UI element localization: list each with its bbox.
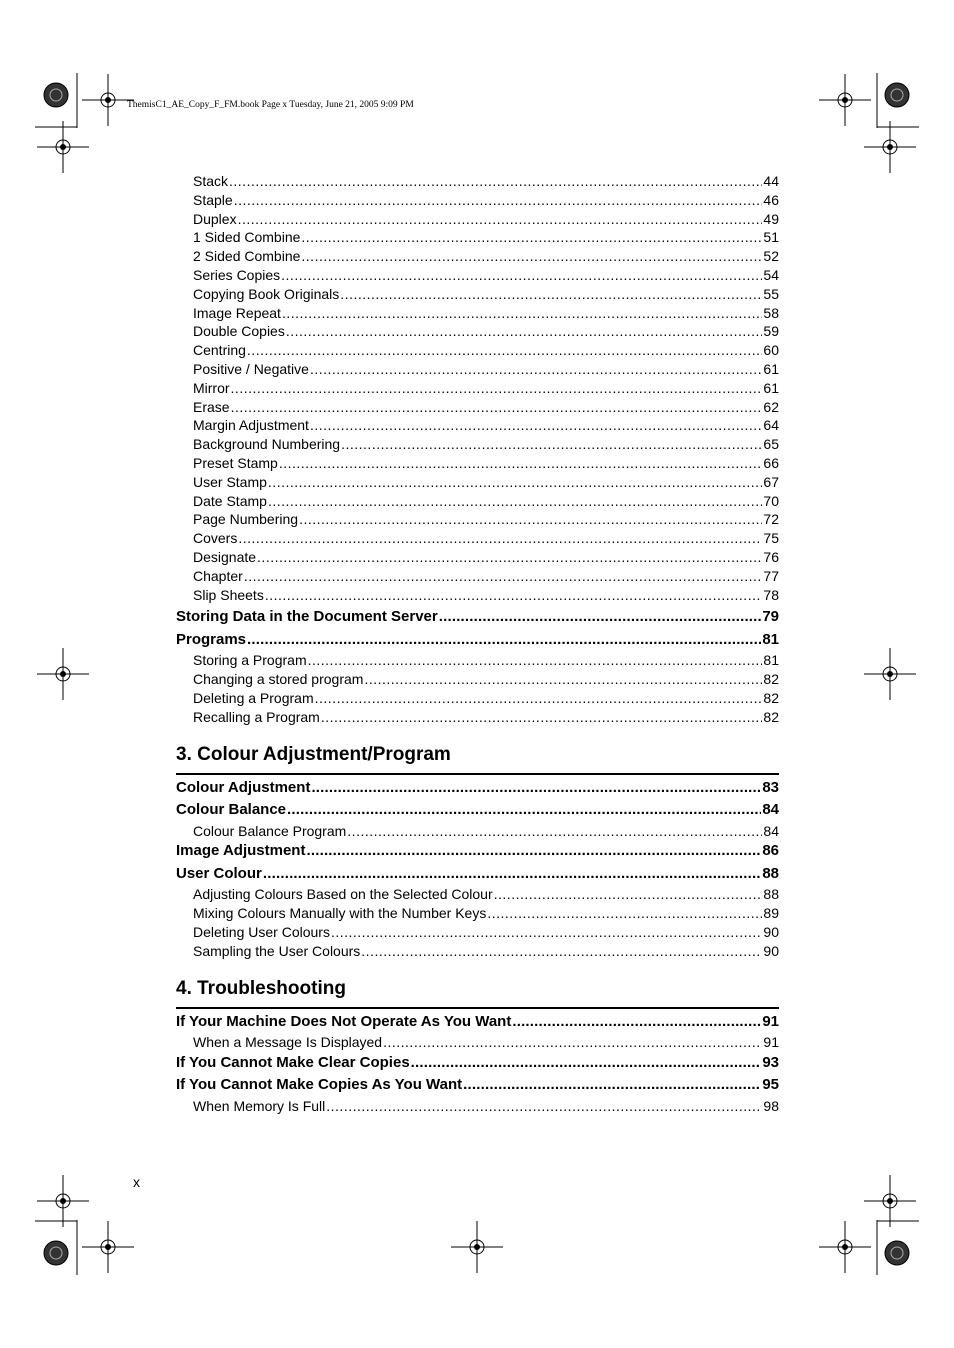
toc-entry[interactable]	[176, 1033, 779, 1052]
toc-entry-page: 44	[763, 173, 779, 189]
toc-entry[interactable]	[176, 548, 779, 567]
toc-entry-title: Staple	[193, 191, 233, 208]
toc-entry-title: Page Numbering	[193, 511, 299, 528]
toc-entry[interactable]	[176, 904, 779, 923]
toc-entry-page: 61	[763, 379, 779, 396]
toc-entry[interactable]	[176, 341, 779, 360]
toc-entry[interactable]	[176, 863, 779, 886]
toc-entry-title: Storing Data in the Document Server	[176, 608, 438, 626]
toc-dot-leader	[299, 510, 762, 529]
toc-entry[interactable]	[176, 567, 779, 586]
toc-dot-leader	[287, 799, 761, 822]
toc-entry[interactable]	[176, 840, 779, 863]
toc-entry-title: Colour Balance	[176, 801, 287, 819]
toc-entry[interactable]	[176, 885, 779, 904]
toc-dot-leader	[263, 863, 761, 886]
toc-dot-leader	[265, 586, 763, 605]
toc-dot-leader	[282, 304, 762, 323]
toc-entry-page: 49	[763, 210, 779, 227]
toc-dot-leader	[231, 398, 763, 417]
toc-entry-page: 64	[763, 417, 779, 434]
toc-entry-page: 82	[763, 689, 779, 706]
toc-entry-title: If Your Machine Does Not Operate As You Want	[176, 1012, 512, 1030]
toc-entry[interactable]	[176, 454, 779, 473]
toc-dot-leader	[306, 840, 761, 863]
toc-entry-page: 78	[763, 586, 779, 603]
toc-entry-page: 76	[763, 548, 779, 565]
toc-entry[interactable]	[176, 435, 779, 454]
chapter-3-rule	[176, 773, 779, 775]
toc-dot-leader	[439, 606, 762, 629]
toc-dot-leader	[308, 651, 763, 670]
toc-entry-title: When Memory Is Full	[193, 1097, 326, 1114]
toc-entry-page: 88	[763, 886, 779, 903]
toc-entry-page: 86	[762, 842, 779, 860]
toc-dot-leader	[257, 548, 762, 567]
toc-entry-title: Designate	[193, 548, 257, 565]
toc-entry-title: Recalling a Program	[193, 708, 320, 725]
toc-entry-page: 93	[762, 1053, 779, 1071]
toc-entry-title: 1 Sided Combine	[193, 229, 301, 246]
toc-dot-leader	[229, 172, 762, 191]
toc-entry-page: 61	[763, 360, 779, 377]
toc-entry-page: 59	[763, 323, 779, 340]
toc-entry-title: Centring	[193, 342, 246, 359]
toc-entry[interactable]	[176, 379, 779, 398]
toc-dot-leader	[310, 360, 762, 379]
toc-chapter-3-entries	[176, 777, 779, 961]
toc-entry-page: 83	[762, 778, 779, 796]
toc-entry-page: 58	[763, 304, 779, 321]
toc-entry-title: Programs	[176, 630, 247, 648]
toc-entry-page: 81	[763, 652, 779, 669]
table-of-contents	[176, 172, 779, 1116]
toc-entry-page: 84	[763, 822, 779, 839]
toc-entry-page: 91	[763, 1034, 779, 1050]
toc-entry-title: Changing a stored program	[193, 671, 364, 688]
toc-entry-page: 88	[762, 864, 779, 882]
toc-chapter-4-entries	[176, 1011, 779, 1116]
toc-entry-page: 46	[763, 191, 779, 208]
toc-dot-leader	[487, 904, 762, 923]
toc-entry-title: User Stamp	[193, 473, 267, 490]
toc-dot-leader	[311, 777, 761, 800]
toc-entry[interactable]	[176, 322, 779, 341]
toc-entry-title: Deleting User Colours	[193, 923, 330, 940]
toc-entry-title: Slip Sheets	[193, 586, 264, 603]
toc-entry[interactable]	[176, 304, 779, 323]
toc-entry[interactable]	[176, 1074, 779, 1097]
toc-entry-title: User Colour	[176, 864, 262, 882]
toc-entry-title: Stack	[193, 173, 229, 189]
toc-entry-title: Positive / Negative	[193, 360, 309, 377]
print-file-header: ThemisC1_AE_Copy_F_FM.book Page x Tuesday, June 21, 2005 9:09 PM	[127, 100, 414, 110]
toc-dot-leader	[463, 1074, 761, 1097]
toc-entry[interactable]	[176, 942, 779, 961]
toc-dot-leader	[347, 822, 762, 841]
toc-entry[interactable]	[176, 247, 779, 266]
toc-entry[interactable]	[176, 228, 779, 247]
toc-dot-leader	[326, 1097, 762, 1116]
toc-dot-leader	[341, 435, 762, 454]
toc-entry[interactable]	[176, 708, 779, 727]
toc-entry-page: 55	[763, 285, 779, 302]
chapter-4-rule	[176, 1007, 779, 1009]
toc-entry-page: 98	[763, 1097, 779, 1114]
toc-entry-page: 60	[763, 342, 779, 359]
toc-dot-leader	[268, 473, 763, 492]
toc-entry-title: Colour Balance Program	[193, 822, 347, 839]
toc-entry-page: 72	[763, 511, 779, 528]
toc-entry[interactable]	[176, 416, 779, 435]
toc-entry-title: Chapter	[193, 567, 243, 584]
toc-entry[interactable]	[176, 1011, 779, 1034]
toc-entry-title: Image Repeat	[193, 304, 281, 321]
toc-entry[interactable]	[176, 606, 779, 629]
toc-entry-page: 67	[763, 473, 779, 490]
toc-entry-page: 89	[763, 905, 779, 922]
toc-dot-leader	[238, 210, 763, 229]
toc-entry-page: 81	[762, 630, 779, 648]
toc-entry-title: If You Cannot Make Clear Copies	[176, 1053, 410, 1071]
toc-entry-title: Preset Stamp	[193, 454, 278, 471]
toc-entry[interactable]	[176, 923, 779, 942]
toc-entry[interactable]	[176, 285, 779, 304]
toc-entry-title: Mirror	[193, 379, 230, 396]
toc-entry-title: Duplex	[193, 210, 237, 227]
toc-entry-page: 77	[763, 567, 779, 584]
toc-entry-title: Image Adjustment	[176, 842, 306, 860]
toc-entry-page: 70	[763, 492, 779, 509]
toc-entry-page: 79	[762, 608, 779, 626]
toc-entry-page: 65	[763, 436, 779, 453]
toc-section-features	[176, 172, 779, 604]
toc-entry[interactable]	[176, 492, 779, 511]
toc-entry-title: When a Message Is Displayed	[193, 1034, 383, 1050]
toc-entry-page: 90	[763, 923, 779, 940]
toc-dot-leader	[364, 670, 762, 689]
toc-entry-page: 95	[762, 1076, 779, 1094]
toc-entry-title: Storing a Program	[193, 652, 307, 669]
chapter-4-heading: 4. Troubleshooting	[176, 977, 346, 999]
toc-entry[interactable]	[176, 822, 779, 841]
toc-entry[interactable]	[176, 266, 779, 285]
toc-entry-title: Double Copies	[193, 323, 285, 340]
toc-entry[interactable]	[176, 1052, 779, 1075]
toc-entry[interactable]	[176, 210, 779, 229]
toc-entry[interactable]	[176, 529, 779, 548]
toc-entry-page: 66	[763, 454, 779, 471]
toc-dot-leader	[231, 379, 763, 398]
toc-entry-page: 84	[762, 801, 779, 819]
toc-entry[interactable]	[176, 777, 779, 800]
toc-dot-leader	[361, 942, 762, 961]
toc-entry[interactable]	[176, 799, 779, 822]
toc-entry[interactable]	[176, 510, 779, 529]
toc-entry-page: 75	[763, 530, 779, 547]
chapter-3-heading: 3. Colour Adjustment/Program	[176, 743, 451, 765]
toc-entry[interactable]	[176, 398, 779, 417]
toc-dot-leader	[301, 228, 762, 247]
toc-dot-leader	[340, 285, 762, 304]
toc-entry[interactable]	[176, 473, 779, 492]
toc-dot-leader	[494, 885, 763, 904]
page-number: x	[133, 1174, 140, 1190]
toc-entry[interactable]	[176, 689, 779, 708]
toc-entry-page: 54	[763, 266, 779, 283]
toc-entry-title: Date Stamp	[193, 492, 267, 509]
toc-entry-title: Erase	[193, 398, 230, 415]
toc-entry-title: Margin Adjustment	[193, 417, 309, 434]
toc-entry-title: Sampling the User Colours	[193, 942, 361, 959]
toc-entry[interactable]	[176, 172, 779, 191]
toc-entry-title: Covers	[193, 530, 238, 547]
toc-entry-title: 2 Sided Combine	[193, 248, 301, 265]
toc-dot-leader	[268, 492, 762, 511]
toc-dot-leader	[247, 341, 763, 360]
toc-dot-leader	[310, 416, 762, 435]
toc-entry[interactable]	[176, 670, 779, 689]
toc-dot-leader	[331, 923, 762, 942]
toc-dot-leader	[244, 567, 763, 586]
toc-entry-page: 82	[763, 671, 779, 688]
toc-entry[interactable]	[176, 360, 779, 379]
toc-dot-leader	[383, 1033, 762, 1052]
toc-dot-leader	[234, 191, 763, 210]
toc-entry-title: Mixing Colours Manually with the Number Keys	[193, 905, 487, 922]
toc-entry[interactable]	[176, 629, 779, 652]
toc-dot-leader	[321, 708, 763, 727]
toc-entry-page: 52	[763, 248, 779, 265]
toc-entry[interactable]	[176, 651, 779, 670]
toc-dot-leader	[512, 1011, 761, 1034]
toc-entry-title: Adjusting Colours Based on the Selected Colour	[193, 886, 493, 903]
toc-entry[interactable]	[176, 586, 779, 605]
toc-dot-leader	[247, 629, 761, 652]
toc-entry[interactable]	[176, 1097, 779, 1116]
toc-entry-title: Series Copies	[193, 266, 281, 283]
toc-entry[interactable]	[176, 191, 779, 210]
toc-entry-title: Background Numbering	[193, 436, 341, 453]
toc-dot-leader	[238, 529, 762, 548]
toc-section-storage-programs	[176, 606, 779, 726]
toc-entry-title: Colour Adjustment	[176, 778, 311, 796]
toc-dot-leader	[411, 1052, 762, 1075]
toc-dot-leader	[286, 322, 763, 341]
toc-entry-page: 90	[763, 942, 779, 959]
toc-entry-title: Copying Book Originals	[193, 285, 340, 302]
toc-entry-page: 51	[763, 229, 779, 246]
toc-dot-leader	[315, 689, 763, 708]
toc-entry-page: 91	[762, 1012, 779, 1030]
toc-entry-title: If You Cannot Make Copies As You Want	[176, 1076, 463, 1094]
toc-dot-leader	[279, 454, 763, 473]
toc-entry-page: 82	[763, 708, 779, 725]
toc-entry-title: Deleting a Program	[193, 689, 314, 706]
toc-dot-leader	[281, 266, 762, 285]
toc-entry-page: 62	[763, 398, 779, 415]
toc-dot-leader	[301, 247, 762, 266]
